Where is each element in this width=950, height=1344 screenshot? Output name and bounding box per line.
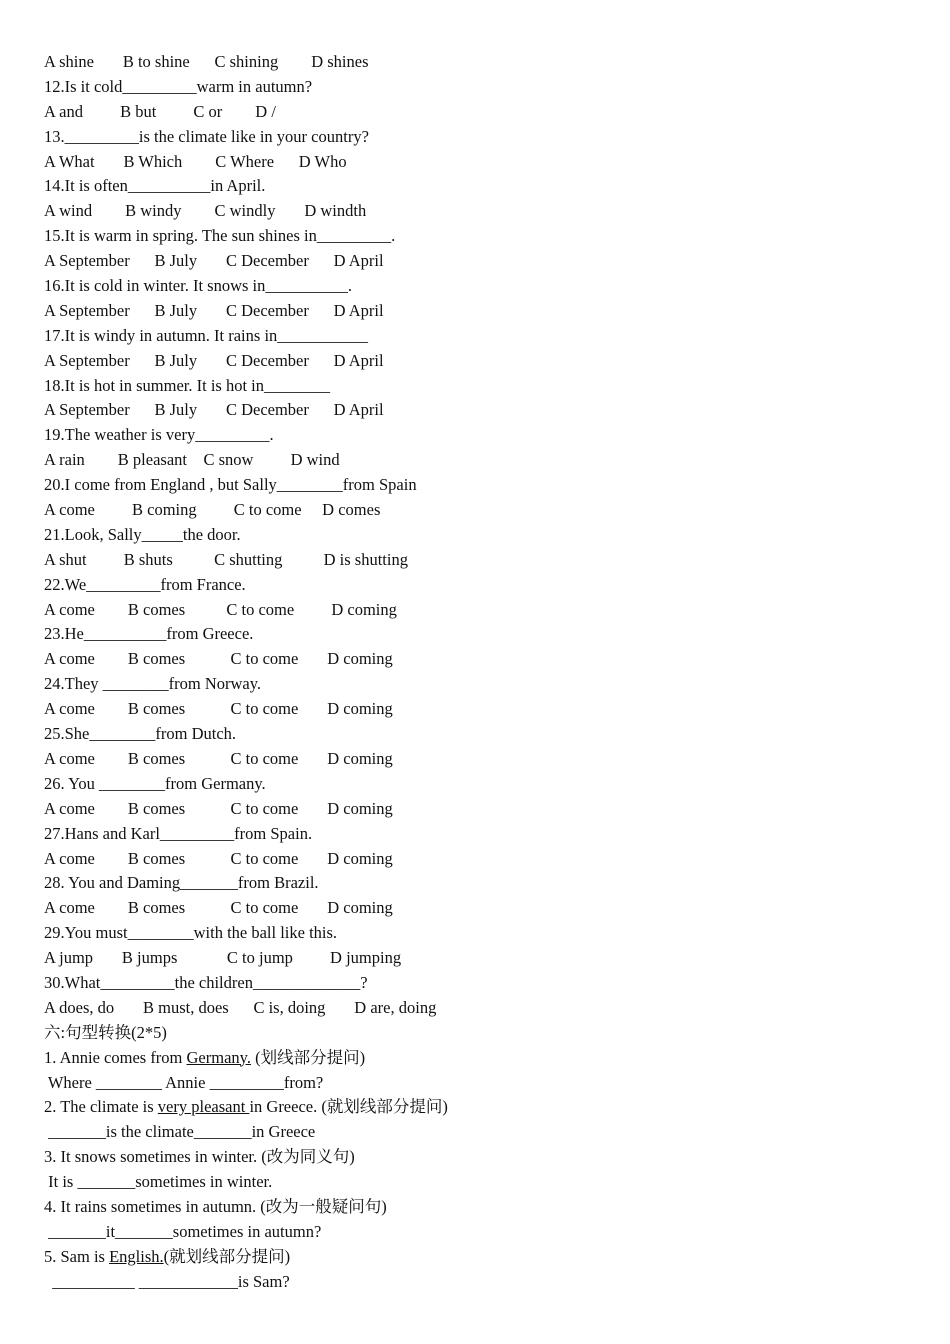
text-line: A come B comes C to come D coming	[44, 848, 393, 868]
text-line: It is _______sometimes in winter.	[44, 1172, 273, 1192]
text-line: A does, do B must, does C is, doing D are, doing	[44, 997, 437, 1017]
section-heading: 六:句型转换(2*5)	[44, 1022, 167, 1042]
text-line: A September B July C December D April	[44, 350, 384, 370]
text-line: A and B but C or D /	[44, 101, 276, 121]
text-line: 28. You and Daming_______from Brazil.	[44, 873, 319, 893]
text-line: 12.Is it cold_________warm in autumn?	[44, 76, 313, 96]
underlined-text: very pleasant	[157, 1097, 250, 1117]
text-line: A What B Which C Where D Who	[44, 151, 347, 171]
text-line: 20.I come from England , but Sally________from Spain	[44, 475, 417, 495]
text-line: 16.It is cold in winter. It snows in__________.	[44, 276, 352, 296]
text-line: A come B comes C to come D coming	[44, 798, 393, 818]
text-line: A rain B pleasant C snow D wind	[44, 450, 340, 470]
text-line: A shut B shuts C shutting D is shutting	[44, 549, 408, 569]
text-line: A September B July C December D April	[44, 251, 384, 271]
text-line: A come B comes C to come D coming	[44, 748, 393, 768]
text-line: A wind B windy C windly D windth	[44, 201, 367, 221]
text-line: 5. Sam is English.(就划线部分提问)	[44, 1246, 291, 1266]
text-line: 3. It snows sometimes in winter. (改为同义句)	[44, 1147, 355, 1167]
worksheet-page	[44, 50, 924, 1295]
text-line: A shine B to shine C shining D shines	[44, 52, 369, 71]
text-line: A come B comes C to come D coming	[44, 699, 393, 719]
underlined-text: Germany.	[186, 1047, 251, 1067]
text-line: 23.He__________from Greece.	[44, 624, 254, 644]
text-line: _______it_______sometimes in autumn?	[44, 1221, 322, 1241]
text-line: A come B coming C to come D comes	[44, 500, 381, 520]
text-line: 29.You must________with the ball like this.	[44, 923, 338, 943]
text-line: 17.It is windy in autumn. It rains in___________	[44, 325, 369, 345]
underlined-text: English.	[109, 1246, 164, 1266]
text-line: __________ ____________is Sam?	[44, 1271, 290, 1291]
text-line: A September B July C December D April	[44, 300, 384, 320]
text-line: A September B July C December D April	[44, 400, 384, 420]
text-line: 13._________is the climate like in your country?	[44, 126, 369, 146]
text-line: 15.It is warm in spring. The sun shines in_________.	[44, 226, 396, 246]
text-line: 21.Look, Sally_____the door.	[44, 524, 241, 544]
text-line: 14.It is often__________in April.	[44, 176, 266, 196]
text-line: 27.Hans and Karl_________from Spain.	[44, 823, 313, 843]
text-line: 2. The climate is very pleasant in Greece. (就划线部分提问)	[44, 1097, 448, 1117]
text-line: 4. It rains sometimes in autumn. (改为一般疑问句)	[44, 1196, 387, 1216]
text-line: Where ________ Annie _________from?	[44, 1072, 324, 1092]
text-line: 19.The weather is very_________.	[44, 425, 274, 445]
text-line: 22.We_________from France.	[44, 574, 246, 594]
text-line: _______is the climate_______in Greece	[44, 1122, 316, 1142]
text-line: 1. Annie comes from Germany. (划线部分提问)	[44, 1047, 366, 1067]
text-line: 25.She________from Dutch.	[44, 724, 237, 744]
text-line: 26. You ________from Germany.	[44, 773, 266, 793]
text-line: 18.It is hot in summer. It is hot in________	[44, 375, 331, 395]
text-line: 30.What_________the children_____________?	[44, 972, 368, 992]
text-line: A come B comes C to come D coming	[44, 649, 393, 669]
text-line: A jump B jumps C to jump D jumping	[44, 948, 402, 968]
text-line: A come B comes C to come D coming	[44, 898, 393, 918]
text-line: 24.They ________from Norway.	[44, 674, 262, 694]
text-line: A come B comes C to come D coming	[44, 599, 397, 619]
